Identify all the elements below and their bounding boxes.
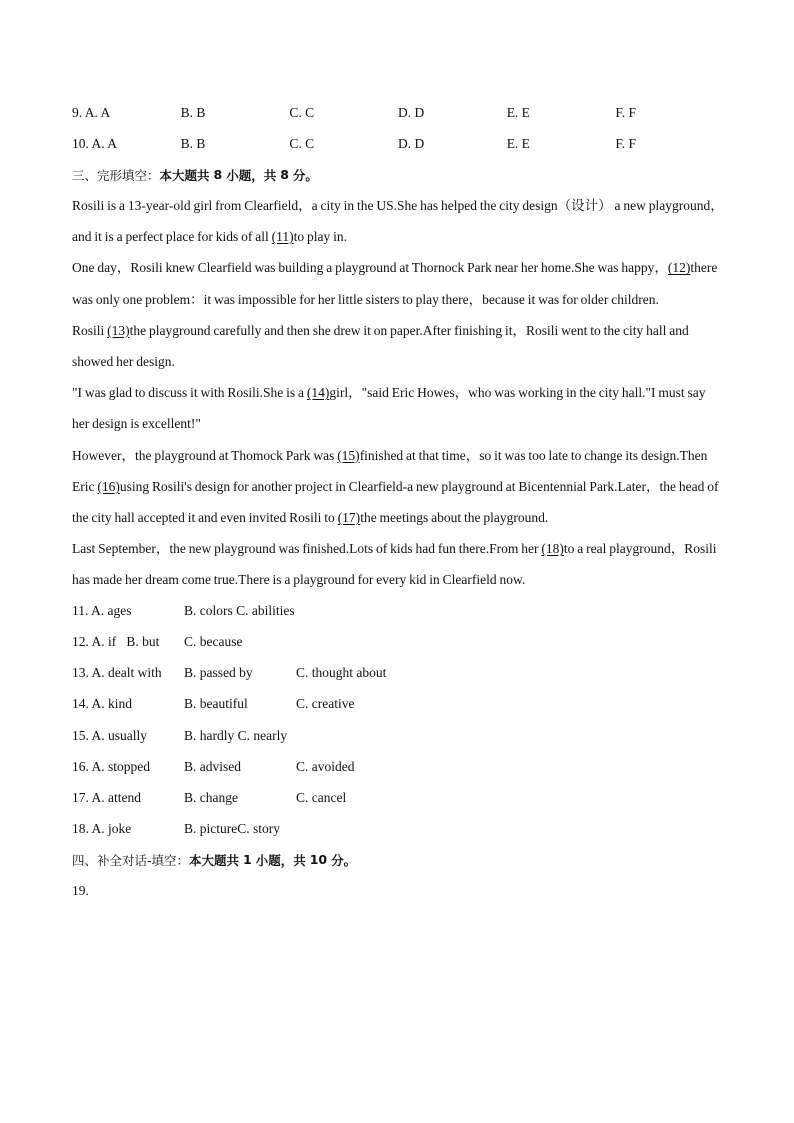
option-a: A. kind [91,696,133,712]
option-c: C. because [184,634,243,650]
option-b: B. hardly [184,727,235,743]
passage-paragraph-3: Rosili (13)the playground carefully and then she drew it on paper.After finishing it，Rosili went to the city hall and showed her design. [72,322,689,370]
option-row-10 [72,128,724,159]
option-c: C. avoided [296,758,355,774]
option-a: A. ages [91,603,132,619]
option-d: D. D [398,104,425,120]
option-c: C. C [289,135,315,151]
option-f: F. F [615,104,637,120]
blank-11: (11) [271,229,294,245]
option-b: B. beautiful [184,696,248,712]
passage-paragraph-4: "I was glad to discuss it with Rosili.She is a (14)girl，"said Eric Howes，who was working in the city hall."I must say her design is excellent!" [72,385,706,432]
option-a: A. joke [91,820,132,836]
option-a: A. usually [91,727,148,743]
question-18: 18. A. joke B. picture C. story [72,820,281,836]
blank-16: (16) [97,478,120,494]
question-11: 11. A. ages B. colors C. abilities [72,603,295,619]
blank-15: (15) [337,447,360,463]
question-13: 13. A. dealt with B. passed by C. thought about [72,665,387,681]
option-a: A. attend [91,789,142,805]
option-b: B. advised [184,758,241,774]
option-c: C. C [289,104,315,120]
option-c: C. nearly [237,727,288,743]
section-3-heading: 三、完形填空： 本大题共 8 小题，共 8 分。 [72,167,318,183]
option-c: C. abilities [236,603,295,619]
option-b: B. but [126,634,160,650]
option-d: D. D [398,135,425,151]
passage-paragraph-5: However，the playground at Thomock Park was (15)finished at that time，so it was too late to change its design.Then Eric (16)using Rosili's design for another project in Clearfield-a new playground at Bicentennial Park.Later，the head of the city hall accepted it and even invited Rosili to (17)the meetings about the playground. [72,447,719,526]
blank-18: (18) [541,541,564,557]
option-c: C. cancel [296,789,347,805]
question-12: 12. A. if B. but C. because [72,634,243,650]
question-16: 16. A. stopped B. advised C. avoided [72,758,355,774]
passage-paragraph-1: Rosili is a 13-year-old girl from Clearfield，a city in the US.She has helped the city design（设计） a new playground，and it is a perfect place for kids of all (11)to play in. [72,198,724,245]
option-b: B. picture [184,820,238,836]
option-b: B. B [180,104,206,120]
option-c: C. creative [296,696,355,712]
option-c: C. story [237,820,281,836]
option-a: A. dealt with [91,665,162,681]
option-f: F. F [615,135,637,151]
option-b: B. colors [184,603,233,619]
question-17: 17. A. attend B. change C. cancel [72,789,347,805]
option-b: B. B [180,135,206,151]
option-e: E. E [506,135,530,151]
blank-12: (12) [667,260,691,276]
option-a: A. if [91,634,117,650]
option-a: 10. A. A [72,135,118,151]
passage-paragraph-6: Last September，the new playground was finished.Lots of kids had fun there.From her (18)to a real playground，Rosili has made her dream come true.There is a playground for every kid in Clearfield now. [72,541,717,588]
question-number: 19. [72,882,89,898]
option-e: E. E [506,104,530,120]
option-a: A. stopped [91,758,151,774]
question-14: 14. A. kind B. beautiful C. creative [72,696,355,712]
option-c: C. thought about [296,665,387,681]
blank-17: (17) [337,510,361,526]
question-19 [72,875,724,906]
option-b: B. change [184,789,238,805]
question-15: 15. A. usually B. hardly C. nearly [72,727,288,743]
blank-13: (13) [107,322,130,338]
option-a: 9. A. A [72,104,111,120]
blank-14: (14) [306,385,330,401]
passage-paragraph-2: One day，Rosili knew Clearfield was building a playground at Thornock Park near her home.She was happy，(12)there was only one problem：it was impossible for her little sisters to play there，because it was for older children. [72,260,718,307]
section-4-heading: 四、补全对话-填空： 本大题共 1 小题，共 10 分。 [72,852,357,868]
exam-page [72,97,724,906]
option-row-9 [72,97,724,128]
option-b: B. passed by [184,665,253,681]
